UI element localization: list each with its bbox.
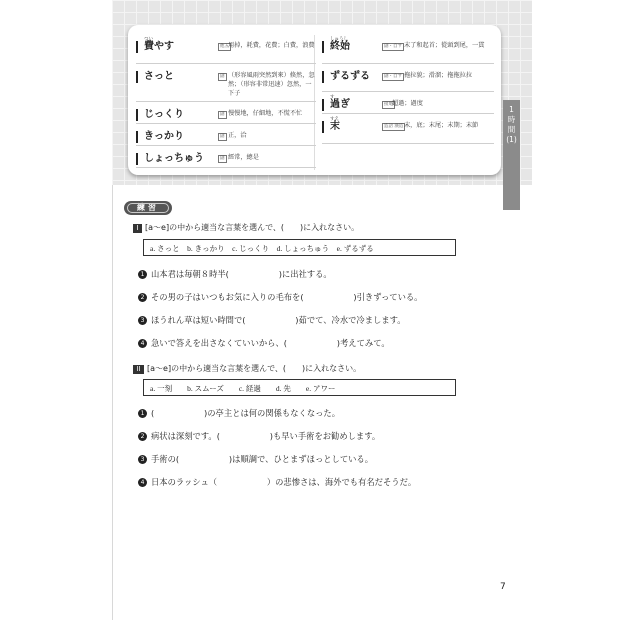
chapter-tab-sub: (1) — [506, 135, 517, 144]
question-1-header — [133, 222, 359, 233]
item-number-badge: 2 — [138, 293, 147, 302]
vocab-part-of-speech: 造語 漢造 — [384, 124, 404, 129]
vocab-part-of-speech: 接尾 — [384, 102, 393, 107]
vocab-word: 費やす — [136, 41, 174, 53]
vocab-row — [322, 35, 494, 64]
vocab-meaning: （形容風雨突然到來）倏然，忽然；（形容非常迅速）忽然，一下子 — [228, 72, 315, 97]
exercise-item — [138, 314, 406, 326]
vocab-part-of-speech: 副 — [220, 156, 225, 161]
question-2-number: II — [133, 365, 144, 374]
exercise-item — [138, 453, 373, 465]
item-number-badge: 1 — [138, 409, 147, 418]
vocab-meaning: 末，底；末尾；末期；末節 — [404, 122, 479, 129]
exercise-item — [138, 268, 332, 280]
exercise-item — [138, 430, 380, 442]
item-sentence: 山本君は毎朝８時半( )に出社する。 — [151, 269, 332, 279]
item-number-badge: 1 — [138, 270, 147, 279]
question-2-header — [133, 363, 361, 374]
question-1-choices: a. さっと b. きっかり c. じっくり d. しょっちゅう e. ずるずる — [143, 239, 456, 256]
vocab-ruby: つい — [144, 37, 153, 42]
vocab-row — [136, 35, 316, 64]
item-sentence: 手術の( )は順調で、ひとまずほっとしている。 — [151, 454, 374, 464]
margin-rule — [112, 185, 113, 620]
section-title: 練習 — [124, 201, 172, 215]
vocab-row — [136, 125, 316, 146]
vocab-word: ずるずる — [322, 71, 370, 83]
question-2-instruction: [a〜e]の中から適当な言葉を選んで、( )に入れなさい。 — [147, 364, 362, 373]
vocab-word: 末 — [322, 121, 340, 133]
item-sentence: ( )の亭主とは何の関係もなくなった。 — [151, 408, 341, 418]
item-sentence: ほうれん草は短い時間で( )茹でて、冷水で冷まします。 — [151, 315, 406, 325]
item-sentence: 日本のラッシュ（ ）の悲惨さは、海外でも有名だそうだ。 — [151, 477, 417, 487]
exercise-item — [138, 407, 340, 419]
vocab-part-of-speech: 副・自サ — [384, 44, 402, 49]
vocab-word: 過ぎ — [322, 99, 350, 111]
vocab-part-of-speech: 副 — [220, 74, 225, 79]
vocab-part-of-speech: 副・自サ — [384, 74, 402, 79]
item-number-badge: 3 — [138, 316, 147, 325]
vocab-part-of-speech: 他五 — [220, 44, 229, 49]
vocab-row — [136, 103, 316, 124]
page-number: 7 — [500, 582, 506, 592]
item-number-badge: 4 — [138, 478, 147, 487]
vocab-word: じっくり — [136, 109, 184, 121]
vocab-meaning: 慢慢地，仔細地，不慌不忙 — [228, 110, 303, 117]
vocab-row — [136, 65, 316, 102]
item-number-badge: 2 — [138, 432, 147, 441]
exercise-item — [138, 291, 422, 303]
vocab-row — [322, 65, 494, 92]
vocab-meaning: 拖拉貌；滑溜；拖拖拉拉 — [404, 72, 473, 79]
chapter-tab — [503, 100, 520, 210]
exercise-item — [138, 476, 416, 488]
question-1-instruction: [a〜e]の中から適当な言葉を選んで、( )に入れなさい。 — [145, 223, 360, 232]
vocab-card — [128, 25, 501, 175]
vocab-meaning: 正，洽 — [228, 132, 247, 139]
vocab-meaning: 用掉，耗費，花費；白費，浪費 — [228, 42, 315, 49]
chapter-tab-char2: 間 — [507, 125, 516, 134]
item-number-badge: 4 — [138, 339, 147, 348]
item-sentence: 病状は深刻です。( )も早い手術をお勧めします。 — [151, 431, 381, 441]
exercise-item — [138, 337, 390, 349]
vocab-row — [322, 93, 494, 114]
vocab-part-of-speech: 副 — [220, 134, 225, 139]
item-sentence: その男の子はいつもお気に入りの毛布を( )引きずっている。 — [151, 292, 423, 302]
vocab-meaning: 超過；過度 — [392, 100, 423, 107]
question-1-number: I — [133, 224, 142, 233]
item-sentence: 急いで答えを出さなくていいから、( )考えてみて。 — [151, 338, 390, 348]
chapter-tab-number: 1 — [509, 105, 514, 114]
vocab-ruby: す — [330, 95, 335, 100]
vocab-ruby: しゅうし — [330, 37, 348, 42]
vocab-word: きっかり — [136, 131, 184, 143]
vocab-meaning: 末了和起首；從頭到尾，一貫 — [404, 42, 485, 49]
vocab-meaning: 經常，總是 — [228, 154, 259, 161]
chapter-tab-char1: 時 — [507, 115, 516, 124]
vocab-word: 終始 — [322, 41, 350, 53]
vocab-word: しょっちゅう — [136, 153, 204, 165]
item-number-badge: 3 — [138, 455, 147, 464]
vocab-row — [322, 115, 494, 144]
question-2-choices: a. 一刻 b. スムーズ c. 経過 d. 先 e. アワー — [143, 379, 456, 396]
vocab-row — [136, 147, 316, 168]
vocab-ruby: すえ — [330, 117, 339, 122]
vocab-part-of-speech: 副 — [220, 112, 225, 117]
vocab-word: さっと — [136, 71, 174, 83]
